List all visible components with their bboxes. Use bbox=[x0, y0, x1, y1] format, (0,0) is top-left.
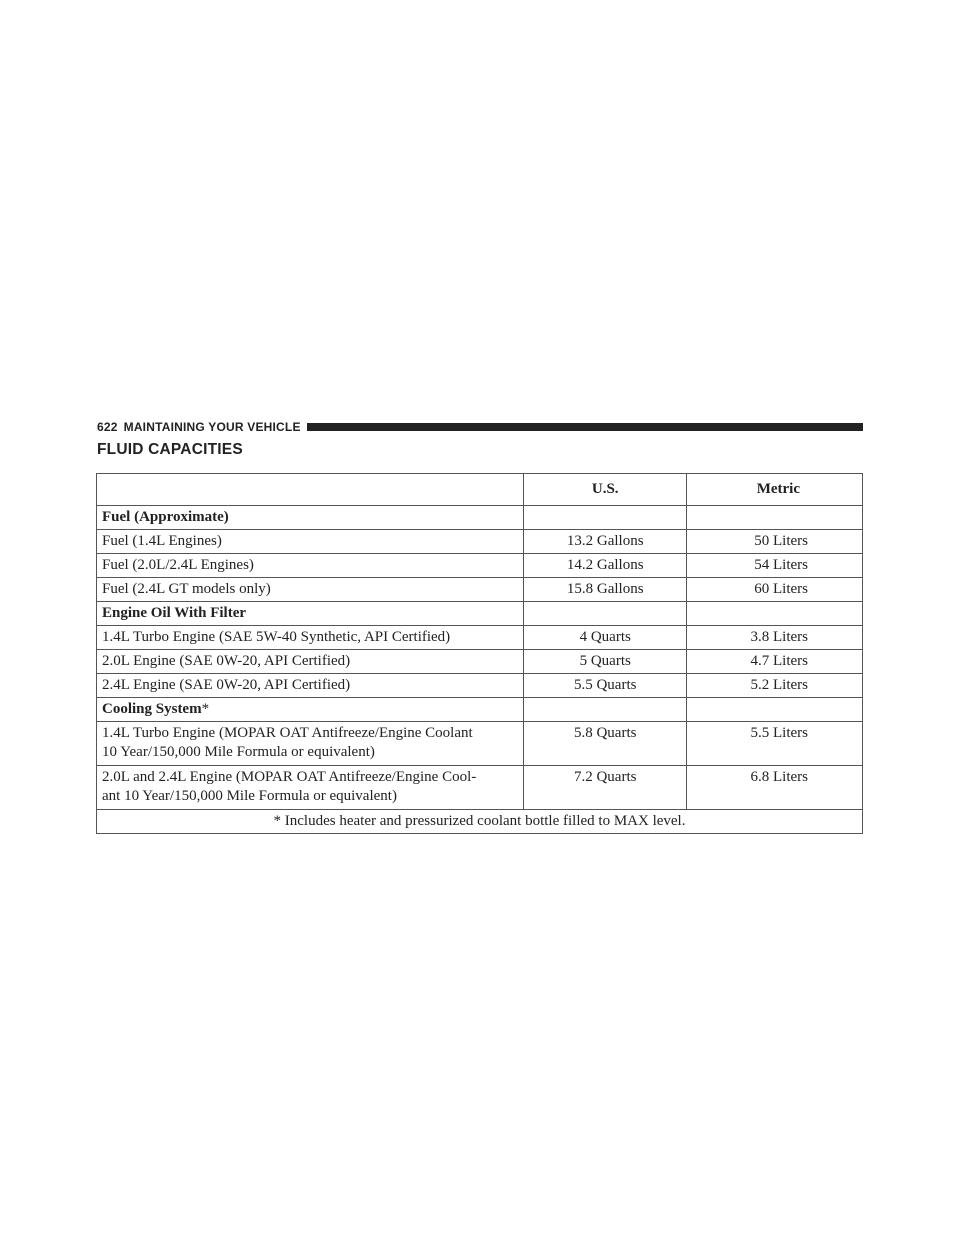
row-label: 2.0L Engine (SAE 0W-20, API Certified) bbox=[97, 650, 524, 674]
metric-value: 6.8 Liters bbox=[687, 766, 863, 810]
row-label: 2.4L Engine (SAE 0W-20, API Certified) bbox=[97, 674, 524, 698]
fluid-capacities-table bbox=[96, 473, 863, 834]
row-label: Fuel (2.4L GT models only) bbox=[97, 578, 524, 602]
table-row bbox=[97, 602, 863, 626]
us-value: 5.8 Quarts bbox=[524, 722, 687, 766]
us-value: 5.5 Quarts bbox=[524, 674, 687, 698]
table-row bbox=[97, 578, 863, 602]
row-label bbox=[97, 766, 524, 810]
row-label-line: 2.0L and 2.4L Engine (MOPAR OAT Antifreeze/Engine Cool- bbox=[102, 769, 477, 785]
row-label-line: ant 10 Year/150,000 Mile Formula or equivalent) bbox=[102, 788, 397, 804]
metric-value: 54 Liters bbox=[687, 554, 863, 578]
table-row bbox=[97, 554, 863, 578]
metric-value: 3.8 Liters bbox=[687, 626, 863, 650]
metric-value bbox=[687, 698, 863, 722]
us-value: 7.2 Quarts bbox=[524, 766, 687, 810]
metric-value: 5.2 Liters bbox=[687, 674, 863, 698]
row-label-line: 1.4L Turbo Engine (MOPAR OAT Antifreeze/Engine Coolant bbox=[102, 725, 473, 741]
table-row bbox=[97, 626, 863, 650]
metric-value: 4.7 Liters bbox=[687, 650, 863, 674]
group-label-fuel: Fuel (Approximate) bbox=[97, 506, 524, 530]
group-label-text: Cooling System bbox=[102, 701, 202, 717]
table-header-row bbox=[97, 474, 863, 506]
metric-value: 50 Liters bbox=[687, 530, 863, 554]
row-label: 1.4L Turbo Engine (SAE 5W-40 Synthetic, API Certified) bbox=[97, 626, 524, 650]
column-header-us: U.S. bbox=[524, 474, 687, 506]
group-label-cooling bbox=[97, 698, 524, 722]
header-rule bbox=[307, 423, 863, 431]
metric-value: 60 Liters bbox=[687, 578, 863, 602]
us-value bbox=[524, 698, 687, 722]
row-label-line: 10 Year/150,000 Mile Formula or equivalent) bbox=[102, 744, 375, 760]
group-label-engine-oil: Engine Oil With Filter bbox=[97, 602, 524, 626]
column-header-metric: Metric bbox=[687, 474, 863, 506]
page-heading: FLUID CAPACITIES bbox=[97, 441, 243, 458]
running-head bbox=[97, 418, 863, 436]
metric-value bbox=[687, 602, 863, 626]
page-number: 622 bbox=[97, 420, 118, 434]
us-value bbox=[524, 506, 687, 530]
table-row bbox=[97, 722, 863, 766]
row-label: Fuel (1.4L Engines) bbox=[97, 530, 524, 554]
us-value: 4 Quarts bbox=[524, 626, 687, 650]
section-name: MAINTAINING YOUR VEHICLE bbox=[123, 420, 301, 434]
table-row bbox=[97, 530, 863, 554]
us-value: 13.2 Gallons bbox=[524, 530, 687, 554]
metric-value bbox=[687, 506, 863, 530]
us-value: 5 Quarts bbox=[524, 650, 687, 674]
metric-value: 5.5 Liters bbox=[687, 722, 863, 766]
table-row bbox=[97, 698, 863, 722]
us-value: 14.2 Gallons bbox=[524, 554, 687, 578]
table-row bbox=[97, 766, 863, 810]
table-footnote-row bbox=[97, 810, 863, 834]
footnote-marker: * bbox=[201, 701, 210, 717]
table-row bbox=[97, 674, 863, 698]
us-value bbox=[524, 602, 687, 626]
row-label: Fuel (2.0L/2.4L Engines) bbox=[97, 554, 524, 578]
us-value: 15.8 Gallons bbox=[524, 578, 687, 602]
column-header-item bbox=[97, 474, 524, 506]
table-row bbox=[97, 506, 863, 530]
table-row bbox=[97, 650, 863, 674]
row-label bbox=[97, 722, 524, 766]
table-footnote: * Includes heater and pressurized coolant bottle filled to MAX level. bbox=[97, 810, 863, 834]
